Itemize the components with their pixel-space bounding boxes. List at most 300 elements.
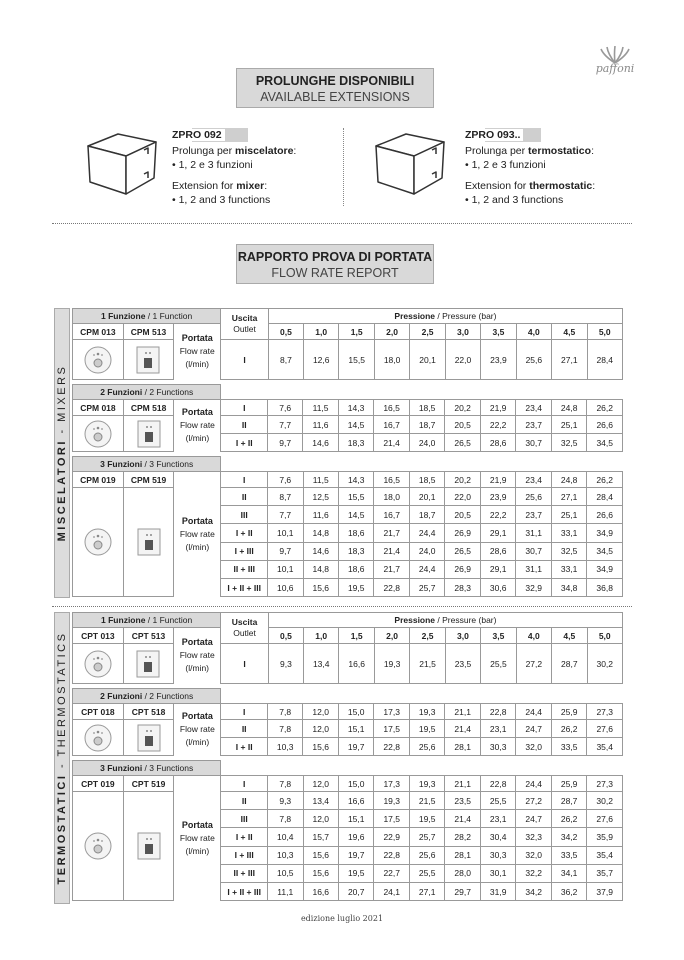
square-plate-image xyxy=(123,340,173,380)
pressure-col-header: 5,0 xyxy=(587,628,623,644)
flow-value-cell: 20,2 xyxy=(445,472,480,488)
flow-value-cell: 30,3 xyxy=(480,846,515,864)
flow-value-cell: 26,5 xyxy=(445,542,480,560)
flow-table-g2 xyxy=(72,384,623,452)
flow-value-cell: 18,0 xyxy=(374,488,409,506)
edition-footer: edizione luglio 2021 xyxy=(300,914,384,923)
flow-value-cell: 15,5 xyxy=(339,340,374,380)
flow-value-cell: 23,5 xyxy=(445,644,480,684)
flow-value-cell: 35,7 xyxy=(587,864,623,882)
flow-value-cell: 10,3 xyxy=(268,846,303,864)
flow-value-cell: 17,3 xyxy=(374,704,410,720)
product-info-mixer xyxy=(172,128,332,207)
pressure-col-header: 4,0 xyxy=(516,324,551,340)
flow-value-cell: 28,7 xyxy=(552,644,587,684)
flow-value-cell: 18,6 xyxy=(338,524,373,542)
flow-value-cell: 22,8 xyxy=(374,738,410,756)
flow-value-cell: 25,5 xyxy=(481,644,516,684)
flow-value-cell: 19,5 xyxy=(338,578,373,596)
flow-value-cell: 28,0 xyxy=(445,864,480,882)
pressure-col-header: 2,5 xyxy=(410,324,445,340)
flow-value-cell: 11,6 xyxy=(303,506,338,524)
flow-value-cell: 17,5 xyxy=(374,720,410,738)
pressure-col-header: 1,0 xyxy=(304,324,339,340)
flow-value-cell: 27,6 xyxy=(587,810,623,828)
flow-value-cell: 34,8 xyxy=(551,578,586,596)
square-plate-image xyxy=(123,644,173,684)
flow-value-cell: 30,4 xyxy=(480,828,515,846)
flow-value-cell: 34,2 xyxy=(516,882,551,900)
flow-value-cell: 7,7 xyxy=(268,416,303,434)
outlet-cell: I + II + III xyxy=(221,578,268,596)
flow-value-cell: 15,6 xyxy=(303,578,338,596)
product-code: ZPRO 093.. xyxy=(465,128,541,142)
outlet-cell: II + III xyxy=(221,864,268,882)
round-plate-image xyxy=(73,488,124,597)
extensions-heading-it: PROLUNGHE DISPONIBILI xyxy=(255,74,415,88)
round-mixer-plate-icon xyxy=(83,723,113,753)
product-desc-it: Prolunga per miscelatore: xyxy=(172,145,297,157)
pressure-header: Pressione / Pressure (bar) xyxy=(268,613,622,628)
flow-value-cell: 11,1 xyxy=(268,882,303,900)
flow-table-g3 xyxy=(72,456,623,597)
flow-value-cell: 7,6 xyxy=(268,400,303,416)
product-code-cell: CPM 013 xyxy=(73,324,124,340)
thermo-flow-tables xyxy=(72,612,623,905)
flow-value-cell: 30,7 xyxy=(516,542,551,560)
product-code-cell: CPM 518 xyxy=(123,400,174,416)
flow-value-cell: 32,2 xyxy=(516,864,551,882)
flow-value-cell: 10,6 xyxy=(268,578,303,596)
flow-value-cell: 11,5 xyxy=(303,400,339,416)
product-code-cell: CPT 019 xyxy=(73,776,124,792)
outlet-cell: I xyxy=(221,400,268,416)
flow-value-cell: 21,9 xyxy=(480,400,516,416)
flow-value-cell: 34,2 xyxy=(551,828,586,846)
flow-value-cell: 7,8 xyxy=(267,704,303,720)
product-code: ZPRO 092 xyxy=(172,128,248,142)
flow-value-cell: 22,0 xyxy=(445,340,480,380)
flow-value-cell: 18,3 xyxy=(338,434,374,452)
flow-value-cell: 19,5 xyxy=(409,720,445,738)
flow-value-cell: 27,2 xyxy=(516,792,551,810)
function-group-title: 2 Funzioni / 2 Functions xyxy=(73,689,221,704)
flow-value-cell: 16,7 xyxy=(374,416,410,434)
flow-value-cell: 28,2 xyxy=(445,828,480,846)
pressure-col-header: 3,0 xyxy=(445,324,480,340)
flow-value-cell: 10,1 xyxy=(268,524,303,542)
thermo-band xyxy=(54,612,70,904)
product-item-en: • 1, 2 and 3 functions xyxy=(172,193,271,206)
logo-text: paffoni xyxy=(595,62,635,75)
flow-value-cell: 22,8 xyxy=(480,704,516,720)
flow-value-cell: 21,9 xyxy=(480,472,515,488)
flow-value-cell: 14,6 xyxy=(303,542,338,560)
flow-value-cell: 35,4 xyxy=(587,846,623,864)
flow-value-cell: 25,1 xyxy=(551,506,586,524)
flow-value-cell: 15,7 xyxy=(303,828,338,846)
square-plate-image xyxy=(123,416,174,452)
flow-value-cell: 28,7 xyxy=(551,792,586,810)
square-mixer-plate-icon xyxy=(136,419,162,449)
pressure-col-header: 2,0 xyxy=(374,324,409,340)
flow-value-cell: 25,6 xyxy=(516,488,551,506)
flow-value-cell: 19,7 xyxy=(338,846,373,864)
square-mixer-plate-icon xyxy=(136,831,162,861)
flow-value-cell: 12,0 xyxy=(303,720,339,738)
pressure-col-header: 4,5 xyxy=(552,628,587,644)
outlet-cell: I + II xyxy=(221,828,268,846)
square-plate-image xyxy=(123,488,174,597)
flow-value-cell: 32,5 xyxy=(551,434,587,452)
product-code-cell: CPT 519 xyxy=(123,776,174,792)
flow-value-cell: 34,9 xyxy=(587,524,623,542)
flow-value-cell: 34,5 xyxy=(587,542,623,560)
flow-value-cell: 23,5 xyxy=(445,792,480,810)
flow-rate-label: Portata Flow rate (l/min) xyxy=(174,628,221,684)
flow-value-cell: 10,4 xyxy=(268,828,303,846)
square-plate-image xyxy=(123,792,174,901)
flow-value-cell: 10,3 xyxy=(267,738,303,756)
flow-value-cell: 21,1 xyxy=(445,704,481,720)
flow-value-cell: 30,2 xyxy=(587,792,623,810)
flow-value-cell: 23,1 xyxy=(480,810,515,828)
flow-value-cell: 19,3 xyxy=(374,792,409,810)
product-code-cell: CPT 513 xyxy=(123,628,173,644)
flow-value-cell: 31,1 xyxy=(516,524,551,542)
outlet-cell: II xyxy=(221,720,268,738)
flow-value-cell: 25,7 xyxy=(409,578,444,596)
outlet-header: Uscita Outlet xyxy=(221,309,269,340)
extension-box-icon xyxy=(372,128,448,198)
flow-value-cell: 17,5 xyxy=(374,810,409,828)
square-mixer-plate-icon xyxy=(136,527,162,557)
flow-value-cell: 12,6 xyxy=(304,340,339,380)
flow-value-cell: 15,6 xyxy=(303,738,339,756)
flow-value-cell: 19,3 xyxy=(409,776,444,792)
flow-value-cell: 23,7 xyxy=(516,416,552,434)
outlet-cell: I + II xyxy=(221,434,268,452)
flow-value-cell: 21,4 xyxy=(445,720,481,738)
round-mixer-plate-icon xyxy=(83,831,113,861)
flow-value-cell: 11,5 xyxy=(303,472,338,488)
flow-value-cell: 30,7 xyxy=(516,434,552,452)
flow-value-cell: 9,7 xyxy=(268,434,303,452)
flow-value-cell: 9,7 xyxy=(268,542,303,560)
outlet-cell: I + II xyxy=(221,738,268,756)
flow-value-cell: 14,3 xyxy=(338,472,373,488)
flow-value-cell: 28,1 xyxy=(445,738,481,756)
flow-value-cell: 13,4 xyxy=(304,644,339,684)
flow-value-cell: 31,9 xyxy=(480,882,515,900)
flow-value-cell: 34,1 xyxy=(551,864,586,882)
product-code-cell: CPM 513 xyxy=(123,324,173,340)
flow-value-cell: 21,4 xyxy=(374,434,410,452)
flow-value-cell: 32,0 xyxy=(516,846,551,864)
flow-value-cell: 15,0 xyxy=(338,776,373,792)
flow-value-cell: 24,4 xyxy=(516,704,552,720)
flow-value-cell: 8,7 xyxy=(268,488,303,506)
extension-image-mixer xyxy=(84,128,160,203)
flow-value-cell: 9,3 xyxy=(268,792,303,810)
flow-value-cell: 22,2 xyxy=(480,416,516,434)
flow-value-cell: 33,5 xyxy=(551,846,586,864)
section-divider-2 xyxy=(52,606,632,607)
flow-rate-label: Portata Flow rate (l/min) xyxy=(174,324,221,380)
flow-value-cell: 22,8 xyxy=(374,846,409,864)
pressure-col-header: 5,0 xyxy=(587,324,623,340)
flow-value-cell: 33,1 xyxy=(551,524,586,542)
flow-value-cell: 29,1 xyxy=(480,560,515,578)
outlet-cell: II + III xyxy=(221,560,268,578)
flow-value-cell: 29,7 xyxy=(445,882,480,900)
flow-value-cell: 24,4 xyxy=(409,524,444,542)
flow-rate-label: Portata Flow rate (l/min) xyxy=(174,472,221,597)
pressure-header: Pressione / Pressure (bar) xyxy=(268,309,622,324)
product-desc-it: Prolunga per termostatico: xyxy=(465,145,594,157)
flow-value-cell: 21,4 xyxy=(374,542,409,560)
flow-value-cell: 18,7 xyxy=(409,416,445,434)
flow-value-cell: 18,5 xyxy=(409,472,444,488)
flow-value-cell: 36,2 xyxy=(551,882,586,900)
product-desc-en: Extension for mixer: xyxy=(172,180,268,192)
square-mixer-plate-icon xyxy=(136,723,162,753)
flow-value-cell: 20,5 xyxy=(445,506,480,524)
flow-value-cell: 28,3 xyxy=(445,578,480,596)
flow-value-cell: 30,2 xyxy=(587,644,623,684)
flow-value-cell: 27,1 xyxy=(552,340,587,380)
flow-value-cell: 25,5 xyxy=(480,792,515,810)
flow-value-cell: 32,0 xyxy=(516,738,552,756)
flow-table-g1 xyxy=(72,612,623,684)
flow-value-cell: 32,9 xyxy=(516,578,551,596)
flow-value-cell: 7,8 xyxy=(267,720,303,738)
flow-value-cell: 27,1 xyxy=(409,882,444,900)
flow-value-cell: 14,5 xyxy=(338,506,373,524)
flow-value-cell: 7,7 xyxy=(268,506,303,524)
product-code-cell: CPM 019 xyxy=(73,472,124,488)
flow-value-cell: 18,0 xyxy=(374,340,409,380)
flow-value-cell: 27,3 xyxy=(587,704,623,720)
flow-value-cell: 14,6 xyxy=(303,434,339,452)
flow-value-cell: 19,3 xyxy=(374,644,409,684)
flow-value-cell: 27,3 xyxy=(587,776,623,792)
flow-value-cell: 21,7 xyxy=(374,560,409,578)
flow-value-cell: 24,8 xyxy=(551,472,586,488)
flow-value-cell: 25,6 xyxy=(409,738,445,756)
flow-table-g2 xyxy=(72,688,623,756)
flow-value-cell: 25,6 xyxy=(516,340,551,380)
pressure-col-header: 1,5 xyxy=(339,628,374,644)
product-code-cell: CPT 518 xyxy=(123,704,174,720)
product-code-cell: CPM 018 xyxy=(73,400,124,416)
round-mixer-plate-icon xyxy=(83,527,113,557)
round-plate-image xyxy=(73,720,124,756)
pressure-col-header: 1,0 xyxy=(304,628,339,644)
flow-value-cell: 28,1 xyxy=(445,846,480,864)
flow-value-cell: 24,0 xyxy=(409,542,444,560)
flow-value-cell: 19,5 xyxy=(338,864,373,882)
flow-value-cell: 16,6 xyxy=(303,882,338,900)
product-code-cell: CPM 519 xyxy=(123,472,174,488)
flow-value-cell: 34,5 xyxy=(587,434,623,452)
flow-value-cell: 16,5 xyxy=(374,400,410,416)
flow-value-cell: 14,3 xyxy=(338,400,374,416)
flow-value-cell: 21,5 xyxy=(409,792,444,810)
mixers-band-label: MISCELATORI - MIXERS xyxy=(56,364,68,542)
flow-heading-it: RAPPORTO PROVA DI PORTATA xyxy=(237,250,433,264)
product-item-it: • 1, 2 e 3 funzioni xyxy=(465,158,546,171)
round-plate-image xyxy=(73,416,124,452)
flow-value-cell: 36,8 xyxy=(587,578,623,596)
square-mixer-plate-icon xyxy=(135,649,161,679)
flow-value-cell: 19,7 xyxy=(338,738,374,756)
product-code-cell: CPT 018 xyxy=(73,704,124,720)
extension-image-thermo xyxy=(372,128,448,203)
flow-value-cell: 15,1 xyxy=(338,810,373,828)
flow-value-cell: 17,3 xyxy=(374,776,409,792)
flow-value-cell: 25,9 xyxy=(551,776,586,792)
outlet-cell: I xyxy=(221,704,268,720)
flow-value-cell: 9,3 xyxy=(268,644,303,684)
pressure-col-header: 3,0 xyxy=(445,628,480,644)
flow-value-cell: 30,3 xyxy=(480,738,516,756)
flow-value-cell: 7,8 xyxy=(268,776,303,792)
flow-value-cell: 24,7 xyxy=(516,810,551,828)
outlet-cell: II xyxy=(221,792,268,810)
product-item-it: • 1, 2 e 3 funzioni xyxy=(172,158,253,171)
flow-value-cell: 26,6 xyxy=(587,416,623,434)
flow-rate-label: Portata Flow rate (l/min) xyxy=(174,400,221,452)
outlet-cell: I xyxy=(221,340,269,380)
flow-value-cell: 27,1 xyxy=(551,488,586,506)
flow-value-cell: 23,7 xyxy=(516,506,551,524)
flow-value-cell: 22,2 xyxy=(480,506,515,524)
flow-value-cell: 26,2 xyxy=(551,810,586,828)
flow-value-cell: 22,8 xyxy=(374,578,409,596)
flow-value-cell: 14,8 xyxy=(303,560,338,578)
outlet-cell: I + III xyxy=(221,846,268,864)
pressure-col-header: 4,0 xyxy=(516,628,551,644)
flow-value-cell: 26,2 xyxy=(587,472,623,488)
outlet-cell: III xyxy=(221,506,268,524)
flow-value-cell: 28,6 xyxy=(480,542,515,560)
flow-value-cell: 21,1 xyxy=(445,776,480,792)
extensions-heading xyxy=(236,68,434,108)
flow-value-cell: 26,9 xyxy=(445,560,480,578)
flow-value-cell: 22,0 xyxy=(445,488,480,506)
flow-value-cell: 18,7 xyxy=(409,506,444,524)
function-group-title: 1 Funzione / 1 Function xyxy=(73,613,221,628)
flow-heading xyxy=(236,244,434,284)
vertical-divider xyxy=(343,128,344,206)
mixers-band xyxy=(54,308,70,598)
square-plate-image xyxy=(123,720,174,756)
flow-value-cell: 12,0 xyxy=(303,810,338,828)
square-mixer-plate-icon xyxy=(135,345,161,375)
pressure-col-header: 3,5 xyxy=(481,324,516,340)
flow-value-cell: 15,6 xyxy=(303,864,338,882)
flow-value-cell: 16,6 xyxy=(338,792,373,810)
flow-value-cell: 28,4 xyxy=(587,340,623,380)
flow-value-cell: 37,9 xyxy=(587,882,623,900)
pressure-col-header: 2,5 xyxy=(410,628,445,644)
flow-value-cell: 20,5 xyxy=(445,416,481,434)
flow-value-cell: 24,1 xyxy=(374,882,409,900)
flow-value-cell: 32,3 xyxy=(516,828,551,846)
product-desc-en: Extension for thermostatic: xyxy=(465,180,596,192)
outlet-cell: II xyxy=(221,416,268,434)
flow-value-cell: 19,5 xyxy=(409,810,444,828)
product-item-en: • 1, 2 and 3 functions xyxy=(465,193,564,206)
flow-value-cell: 22,9 xyxy=(374,828,409,846)
flow-value-cell: 32,5 xyxy=(551,542,586,560)
flow-value-cell: 22,7 xyxy=(374,864,409,882)
thermo-band-label: TERMOSTATICI - THERMOSTATICS xyxy=(56,631,68,885)
section-divider xyxy=(52,223,632,224)
flow-value-cell: 12,0 xyxy=(303,776,338,792)
flow-value-cell: 27,2 xyxy=(516,644,551,684)
flow-value-cell: 16,7 xyxy=(374,506,409,524)
flow-value-cell: 15,1 xyxy=(338,720,374,738)
flow-value-cell: 24,7 xyxy=(516,720,552,738)
product-info-thermo xyxy=(465,128,625,207)
product-code-cell: CPT 013 xyxy=(73,628,124,644)
mixers-flow-tables xyxy=(72,308,623,601)
flow-value-cell: 23,1 xyxy=(480,720,516,738)
flow-value-cell: 34,9 xyxy=(587,560,623,578)
flow-value-cell: 26,6 xyxy=(587,506,623,524)
function-group-title: 1 Funzione / 1 Function xyxy=(73,309,221,324)
flow-value-cell: 25,9 xyxy=(551,704,587,720)
flow-value-cell: 24,0 xyxy=(409,434,445,452)
flow-value-cell: 13,4 xyxy=(303,792,338,810)
flow-value-cell: 15,0 xyxy=(338,704,374,720)
flow-value-cell: 23,4 xyxy=(516,400,552,416)
flow-value-cell: 24,4 xyxy=(409,560,444,578)
flow-value-cell: 15,5 xyxy=(338,488,373,506)
flow-value-cell: 21,7 xyxy=(374,524,409,542)
flow-value-cell: 20,1 xyxy=(409,488,444,506)
flow-value-cell: 18,3 xyxy=(338,542,373,560)
flow-value-cell: 23,9 xyxy=(481,340,516,380)
outlet-cell: I + II + III xyxy=(221,882,268,900)
flow-value-cell: 14,8 xyxy=(303,524,338,542)
flow-value-cell: 30,6 xyxy=(480,578,515,596)
flow-value-cell: 16,5 xyxy=(374,472,409,488)
flow-value-cell: 8,7 xyxy=(268,340,303,380)
round-mixer-plate-icon xyxy=(83,649,113,679)
flow-value-cell: 10,1 xyxy=(268,560,303,578)
flow-value-cell: 20,7 xyxy=(338,882,373,900)
flow-heading-en: FLOW RATE REPORT xyxy=(271,266,399,280)
pressure-col-header: 3,5 xyxy=(481,628,516,644)
flow-value-cell: 12,5 xyxy=(303,488,338,506)
outlet-cell: I xyxy=(221,776,268,792)
outlet-cell: I xyxy=(221,472,268,488)
flow-value-cell: 27,6 xyxy=(587,720,623,738)
flow-table-g1 xyxy=(72,308,623,380)
pressure-col-header: 0,5 xyxy=(268,628,303,644)
function-group-title: 2 Funzioni / 2 Functions xyxy=(73,385,221,400)
flow-value-cell: 15,6 xyxy=(303,846,338,864)
flow-value-cell: 16,6 xyxy=(339,644,374,684)
flow-rate-label: Portata Flow rate (l/min) xyxy=(174,704,221,756)
flow-value-cell: 28,4 xyxy=(587,488,623,506)
pressure-col-header: 4,5 xyxy=(552,324,587,340)
flow-value-cell: 26,9 xyxy=(445,524,480,542)
flow-value-cell: 33,5 xyxy=(551,738,587,756)
